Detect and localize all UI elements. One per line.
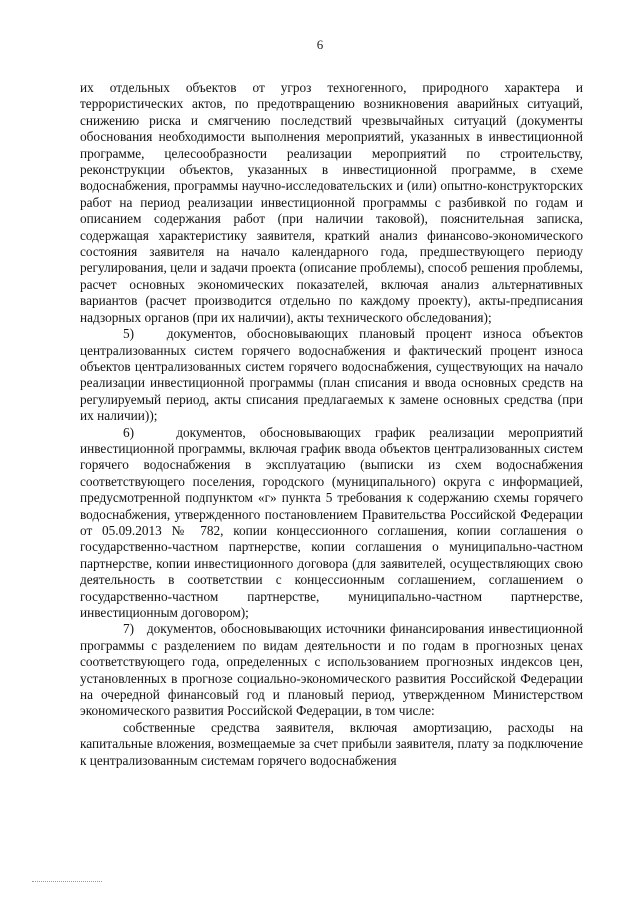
paragraph-own-funds: собственные средства заявителя, включая амортизацию, расходы на капитальные вложения, возмещаемые за счет прибыли заявителя, плату за подключение к централизованным системам горячего водоснабжения (80, 719, 583, 768)
paragraph-item-7: 7) документов, обосновывающих источники финансирования инвестиционной программы с разделением по видам деятельности и по годам в прогнозных ценах соответствующего года, определенных с использованием прогнозных индексов цен, установленных в прогнозе социально-экономического развития Российской Федерации на очередной финансовый год и плановый период, утвержденном Министерством экономического развития Российской Федерации, в том числе: (80, 621, 583, 719)
footer-dotted-line (32, 881, 102, 882)
paragraph-item-6: 6) документов, обосновывающих график реализации мероприятий инвестиционной программы, включая график ввода объектов централизованных систем горячего водоснабжения в эксплуатацию (выписки из схем водоснабжения соответствующего поселения, городского (муниципального) округа с информацией, предусмотренной подпунктом «г» пункта 5 требования к содержанию схемы горячего водоснабжения, утвержденного постановлением Правительства Российской Федерации от 05.09.2013 № 782, копии концессионного соглашения, копии соглашения о государственно-частном партнерстве, копии соглашения о муниципально-частном партнерстве, копии инвестиционного договора (для заявителей, осуществляющих свою деятельность в соответствии с концессионным соглашением, соглашением о государственно-частном партнерстве, муниципально-частном партнерстве, инвестиционным договором); (80, 424, 583, 620)
document-body (80, 80, 583, 769)
page-number: 6 (316, 37, 324, 52)
paragraph-continuation: их отдельных объектов от угроз техногенного, природного характера и террористических актов, по предотвращению возникновения аварийных ситуаций, снижению риска и смягчению последствий чрезвычайных ситуаций (документы обоснования необходимости выполнения мероприятий, указанных в инвестиционной программе, целесообразности реализации мероприятий по строительству, реконструкции объектов, указанных в инвестиционной программе, в схеме водоснабжения, программы научно-исследовательских и (или) опытно-конструкторских работ на период реализации инвестиционной программы с разбивкой по годам и описанием содержания работ (при наличии таковой), пояснительная записка, содержащая характеристику заявителя, краткий анализ финансово-экономического состояния заявителя на начало календарного года, предшествующего периоду регулирования, цели и задачи проекта (описание проблемы), способ решения проблемы, расчет основных экономических показателей, включая анализ альтернативных вариантов (расчет производится отдельно по каждому проекту), акты-предписания надзорных органов (при их наличии), акты технического обследования); (80, 80, 583, 325)
paragraph-item-5: 5) документов, обосновывающих плановый процент износа объектов централизованных систем горячего водоснабжения и фактический процент износа объектов централизованных систем горячего водоснабжения, существующих на начало реализации инвестиционной программы (план списания и ввода основных средств на регулируемый период, акты списания предлагаемых к замене основных средства (при их наличии)); (80, 326, 583, 424)
